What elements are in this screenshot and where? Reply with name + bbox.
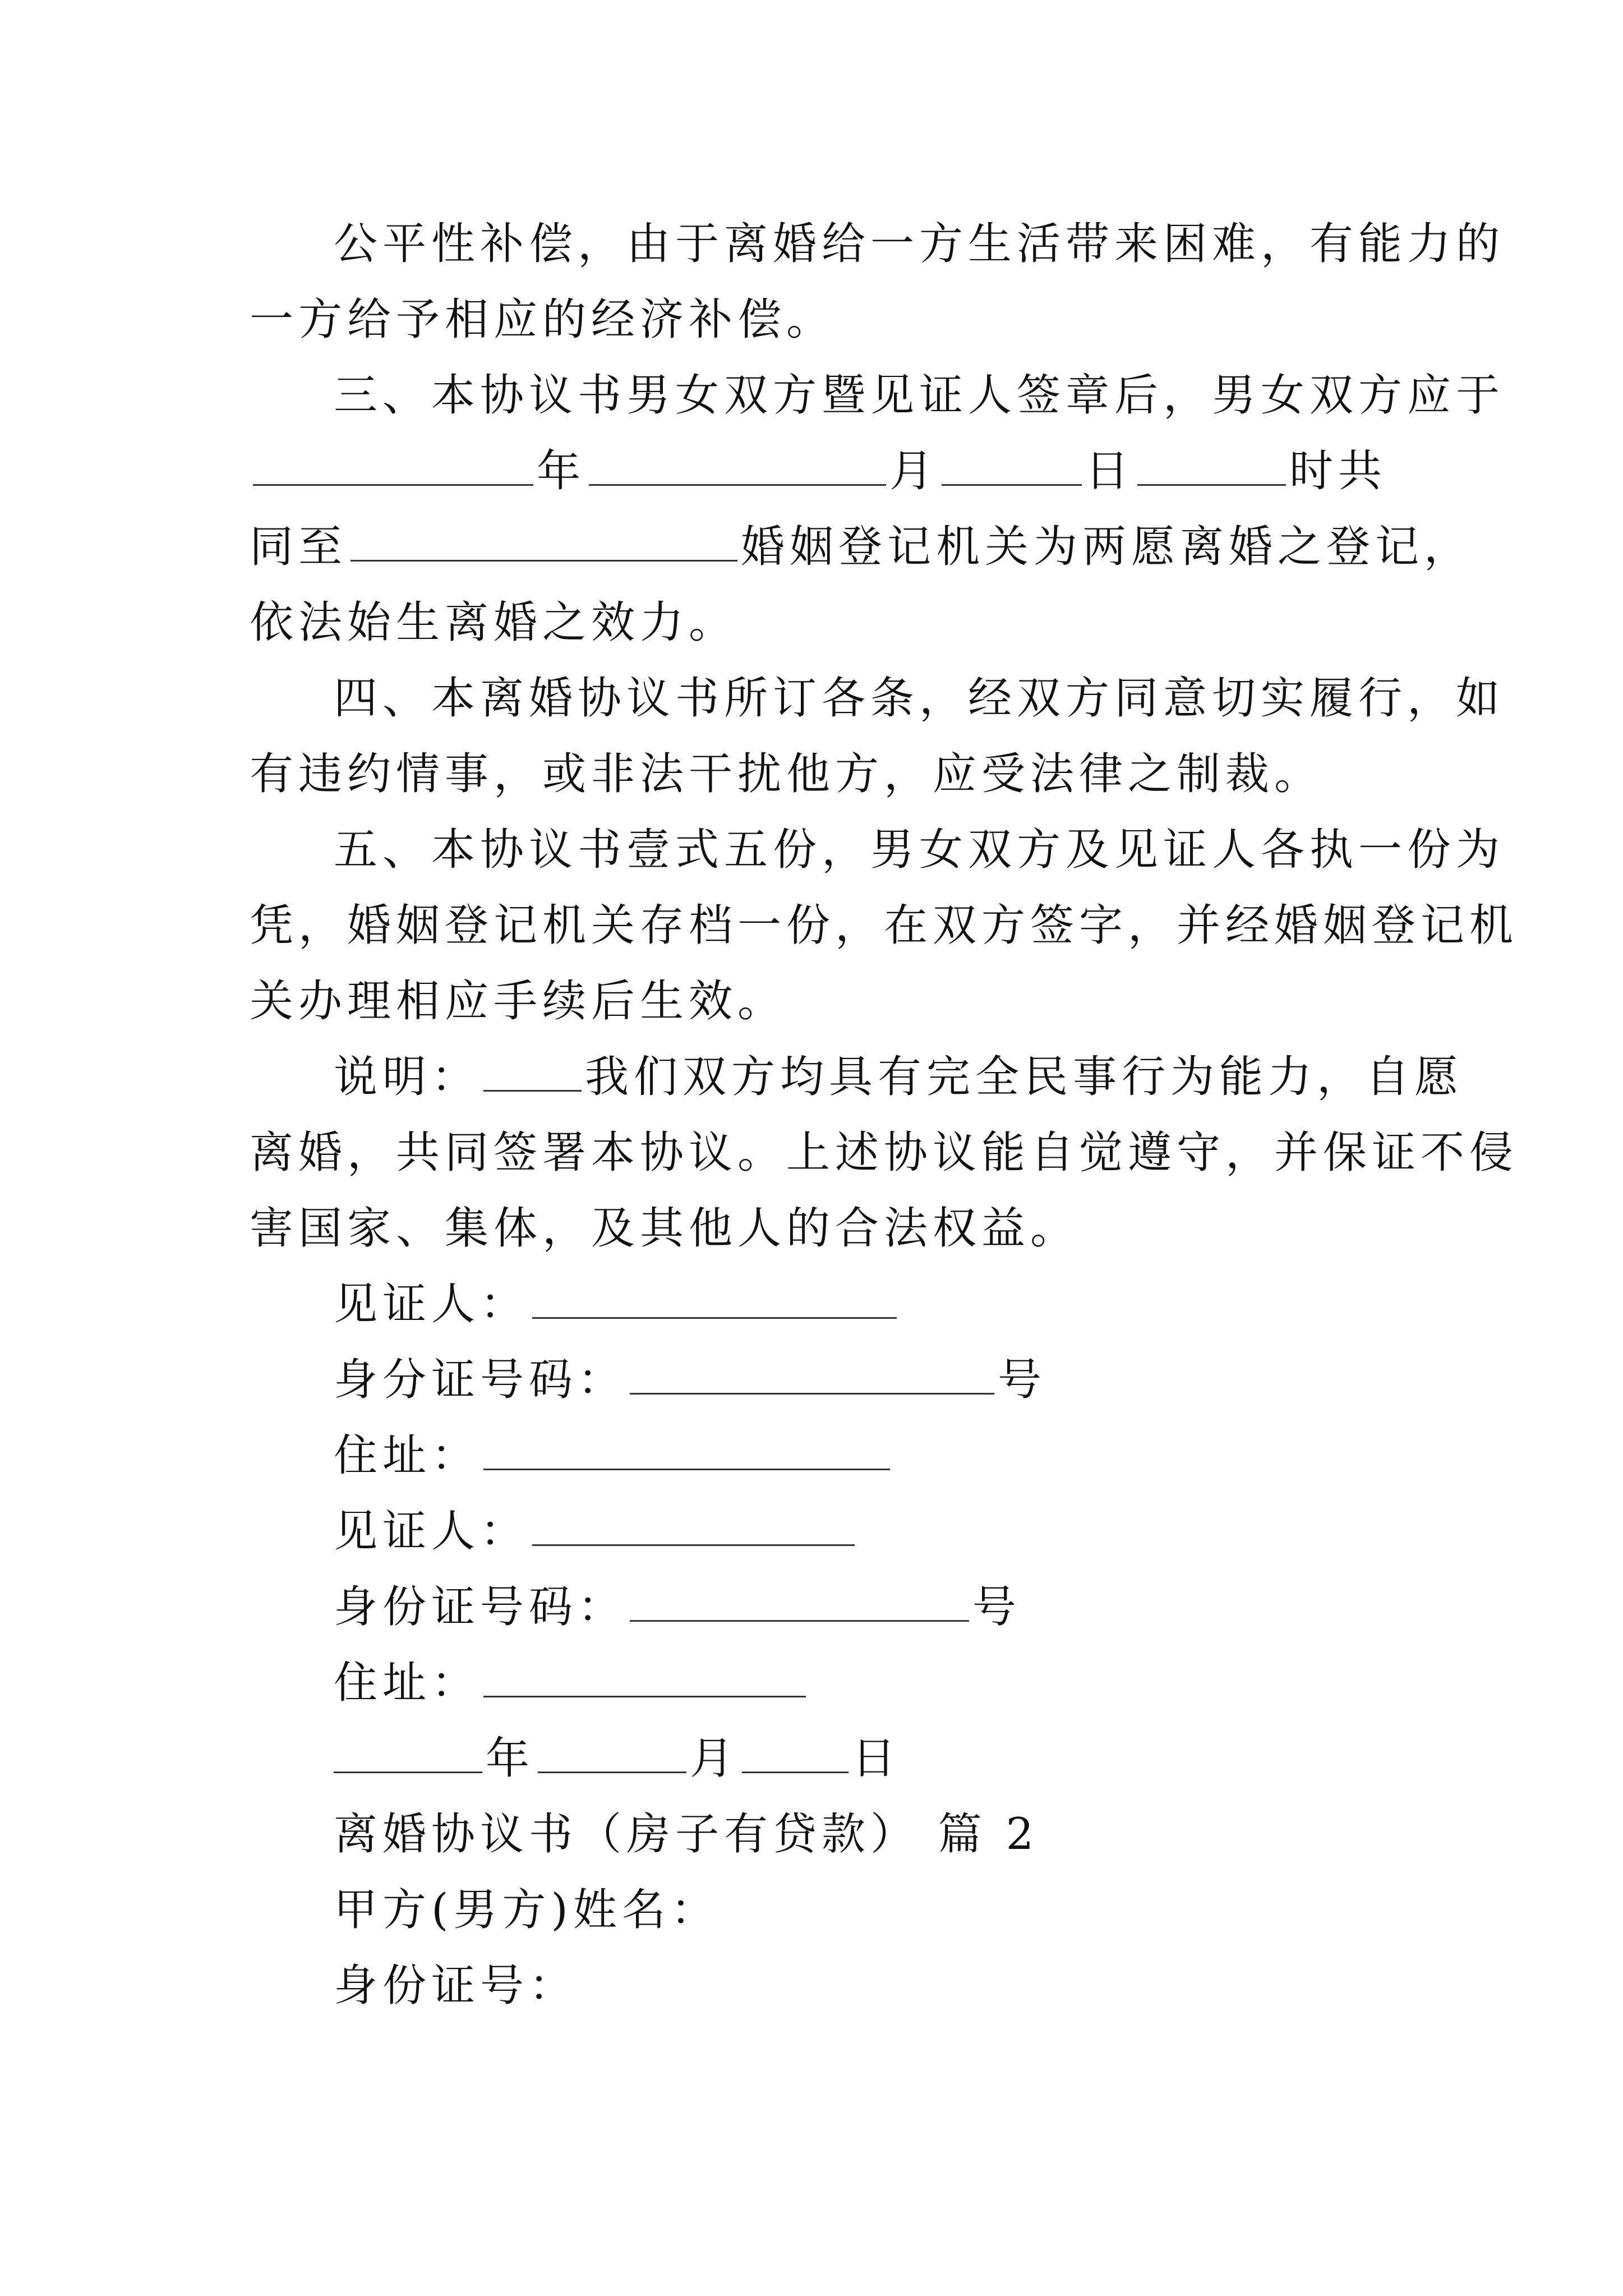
witness1-name-line xyxy=(334,1276,900,1332)
section-title: 离婚协议书（房子有贷款） 篇 2 xyxy=(334,1809,1039,1860)
witness1-id-line xyxy=(334,1352,1046,1408)
address-blank xyxy=(483,1694,806,1697)
signing-date-line xyxy=(334,1731,901,1787)
witness2-name-line xyxy=(334,1503,858,1559)
month-label: 月 xyxy=(690,1733,739,1784)
year-blank xyxy=(253,482,533,486)
explanation-line xyxy=(334,1049,1463,1105)
witness1-address-line xyxy=(334,1428,893,1484)
witness-name-blank xyxy=(532,1315,897,1319)
text-line: 四、本离婚协议书所订各条，经双方同意切实履行，如 xyxy=(334,673,1505,724)
text-segment: 同至 xyxy=(250,522,348,572)
text-line: 离婚，共同签署本协议。上述协议能自觉遵守，并保证不侵 xyxy=(250,1128,1519,1178)
day-blank xyxy=(742,1769,849,1773)
text-segment: 我们双方均具有完全民事行为能力，自愿 xyxy=(585,1052,1464,1102)
day-label: 日 xyxy=(852,1733,901,1784)
text-line: 依法始生离婚之效力。 xyxy=(250,597,738,648)
id-blank xyxy=(630,1618,969,1622)
day-label: 日 xyxy=(1085,446,1135,496)
registry-line xyxy=(250,519,1473,575)
text-line: 有违约情事，或非法干扰他方，应受法律之制裁。 xyxy=(250,749,1324,799)
month-label: 月 xyxy=(889,446,939,496)
text-line: 害国家、集体，及其他人的合法权益。 xyxy=(250,1203,1080,1254)
hour-blank xyxy=(1137,482,1286,486)
id-suffix: 号 xyxy=(998,1355,1047,1405)
address-label: 住址： xyxy=(334,1658,481,1708)
text-line: 五、本协议书壹式五份，男女双方及见证人各执一份为 xyxy=(334,825,1505,875)
text-line: 关办理相应手续后生效。 xyxy=(250,976,787,1027)
text-line: 三、本协议书男女双方暨见证人签章后，男女双方应于 xyxy=(334,370,1505,421)
id-blank xyxy=(630,1391,994,1395)
witness-label: 见证人： xyxy=(334,1506,529,1557)
explanation-label: 说明： xyxy=(334,1052,481,1102)
text-line: 一方给予相应的经济补偿。 xyxy=(250,295,836,345)
id-suffix: 号 xyxy=(972,1582,1022,1632)
id-label: 身分证号码： xyxy=(334,1355,627,1405)
text-line: 公平性补偿，由于离婚给一方生活带来困难，有能力的 xyxy=(334,219,1505,269)
text-segment: 婚姻登记机关为两愿离婚之登记， xyxy=(741,522,1473,572)
date-time-line xyxy=(250,443,1387,499)
witness-label: 见证人： xyxy=(334,1279,529,1329)
party-a-name-line: 甲方(男方)姓名： xyxy=(334,1885,720,1935)
text-line: 凭，婚姻登记机关存档一份，在双方签字，并经婚姻登记机 xyxy=(250,900,1519,951)
witness2-id-line xyxy=(334,1579,1021,1635)
month-blank xyxy=(538,1769,686,1773)
month-blank xyxy=(589,482,886,486)
id-label: 身份证号码： xyxy=(334,1582,627,1632)
explanation-blank xyxy=(483,1088,582,1092)
party-a-id-line: 身份证号： xyxy=(334,1961,578,2011)
year-label: 年 xyxy=(486,1733,535,1784)
hour-label: 时共 xyxy=(1289,446,1387,496)
year-blank xyxy=(334,1769,482,1773)
year-label: 年 xyxy=(537,446,586,496)
address-label: 住址： xyxy=(334,1430,481,1481)
witness2-address-line xyxy=(334,1655,809,1711)
day-blank xyxy=(942,482,1082,486)
witness-name-blank xyxy=(532,1542,855,1546)
address-blank xyxy=(483,1466,890,1470)
registry-blank xyxy=(351,558,737,562)
